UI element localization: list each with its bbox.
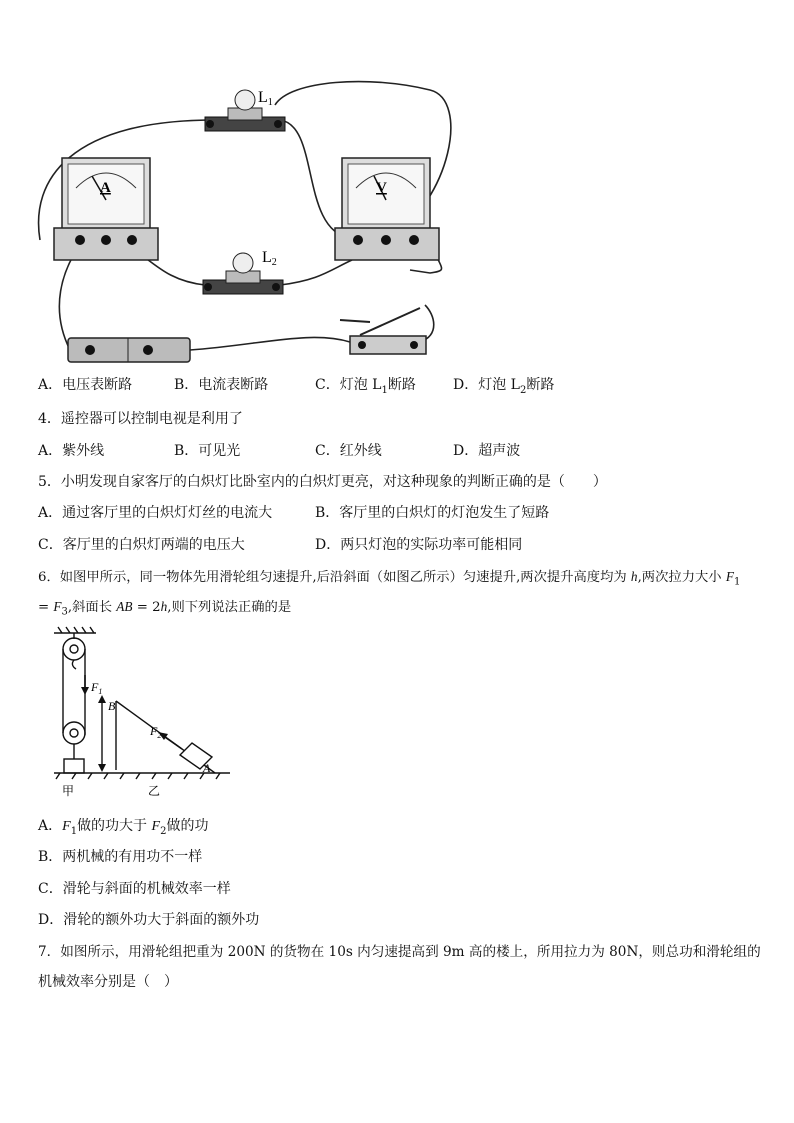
q6-stem-line2: = $F_3$,斜面长 AB = 2h,则下列说法正确的是: [38, 599, 292, 618]
q6-stem-line1: 6．如图甲所示，同一物体先用滑轮组匀速提升,后沿斜面（如图乙所示）匀速提升,两次提升高度均为 h,两次拉力大小 $F_1$: [38, 569, 741, 588]
svg-text:L2: L2: [262, 249, 277, 268]
q7-stem-line1: 7．如图所示，用滑轮组把重为 200N 的货物在 10s 内匀速提高到 9m 高的楼上，所用拉力为 80N，则总功和滑轮组的: [38, 944, 761, 960]
q5-stem: 5．小明发现自家客厅的白炽灯比卧室内的白炽灯更亮，对这种现象的判断正确的是（ ）: [38, 474, 607, 490]
svg-text:A: A: [203, 761, 211, 775]
q4-option-b[interactable]: B．可见光: [174, 443, 241, 459]
q5-option-c[interactable]: C．客厅里的白炽灯两端的电压大: [38, 537, 245, 553]
q3-option-c[interactable]: C．灯泡 $L_1$断路: [315, 377, 416, 396]
q5-option-d[interactable]: D．两只灯泡的实际功率可能相同: [315, 537, 523, 553]
q3-option-b[interactable]: B．电流表断路: [174, 377, 269, 393]
q4-option-c[interactable]: C．红外线: [315, 443, 382, 459]
svg-text:B: B: [108, 699, 116, 713]
svg-text:A: A: [100, 180, 111, 196]
switch-icon: [340, 308, 426, 354]
svg-text:乙: 乙: [148, 784, 161, 798]
svg-text:V: V: [376, 180, 387, 196]
voltmeter-icon: [335, 158, 439, 260]
q6-option-d[interactable]: D．滑轮的额外功大于斜面的额外功: [38, 912, 260, 928]
svg-text:F1: $F_1$: [91, 680, 103, 696]
q6-option-b[interactable]: B．两机械的有用功不一样: [38, 849, 203, 865]
svg-text:甲: 甲: [62, 784, 75, 798]
battery-icon: [68, 338, 190, 362]
ammeter-icon: [54, 158, 158, 260]
q5-option-a[interactable]: A．通过客厅里的白炽灯灯丝的电流大: [38, 505, 273, 521]
svg-text:F2: $F_2$: [150, 724, 162, 740]
q6-option-a[interactable]: A．$F_1$做的功大于 $F_2$做的功: [38, 818, 209, 837]
q7-stem-line2: 机械效率分别是（ ）: [38, 974, 178, 990]
svg-text:L1: L1: [258, 89, 273, 108]
q4-stem: 4．遥控器可以控制电视是利用了: [38, 411, 243, 427]
lamp-l1-icon: [205, 90, 285, 131]
q3-option-d[interactable]: D．灯泡 $L_2$断路: [453, 377, 555, 396]
pulley-incline-figure: [40, 625, 240, 800]
q4-option-a[interactable]: A．紫外线: [38, 443, 105, 459]
circuit-figure: [30, 80, 470, 365]
q4-option-d[interactable]: D．超声波: [453, 443, 521, 459]
q3-option-a[interactable]: A．电压表断路: [38, 377, 133, 393]
q6-option-c[interactable]: C．滑轮与斜面的机械效率一样: [38, 881, 231, 897]
q5-option-b[interactable]: B．客厅里的白炽灯的灯泡发生了短路: [315, 505, 550, 521]
